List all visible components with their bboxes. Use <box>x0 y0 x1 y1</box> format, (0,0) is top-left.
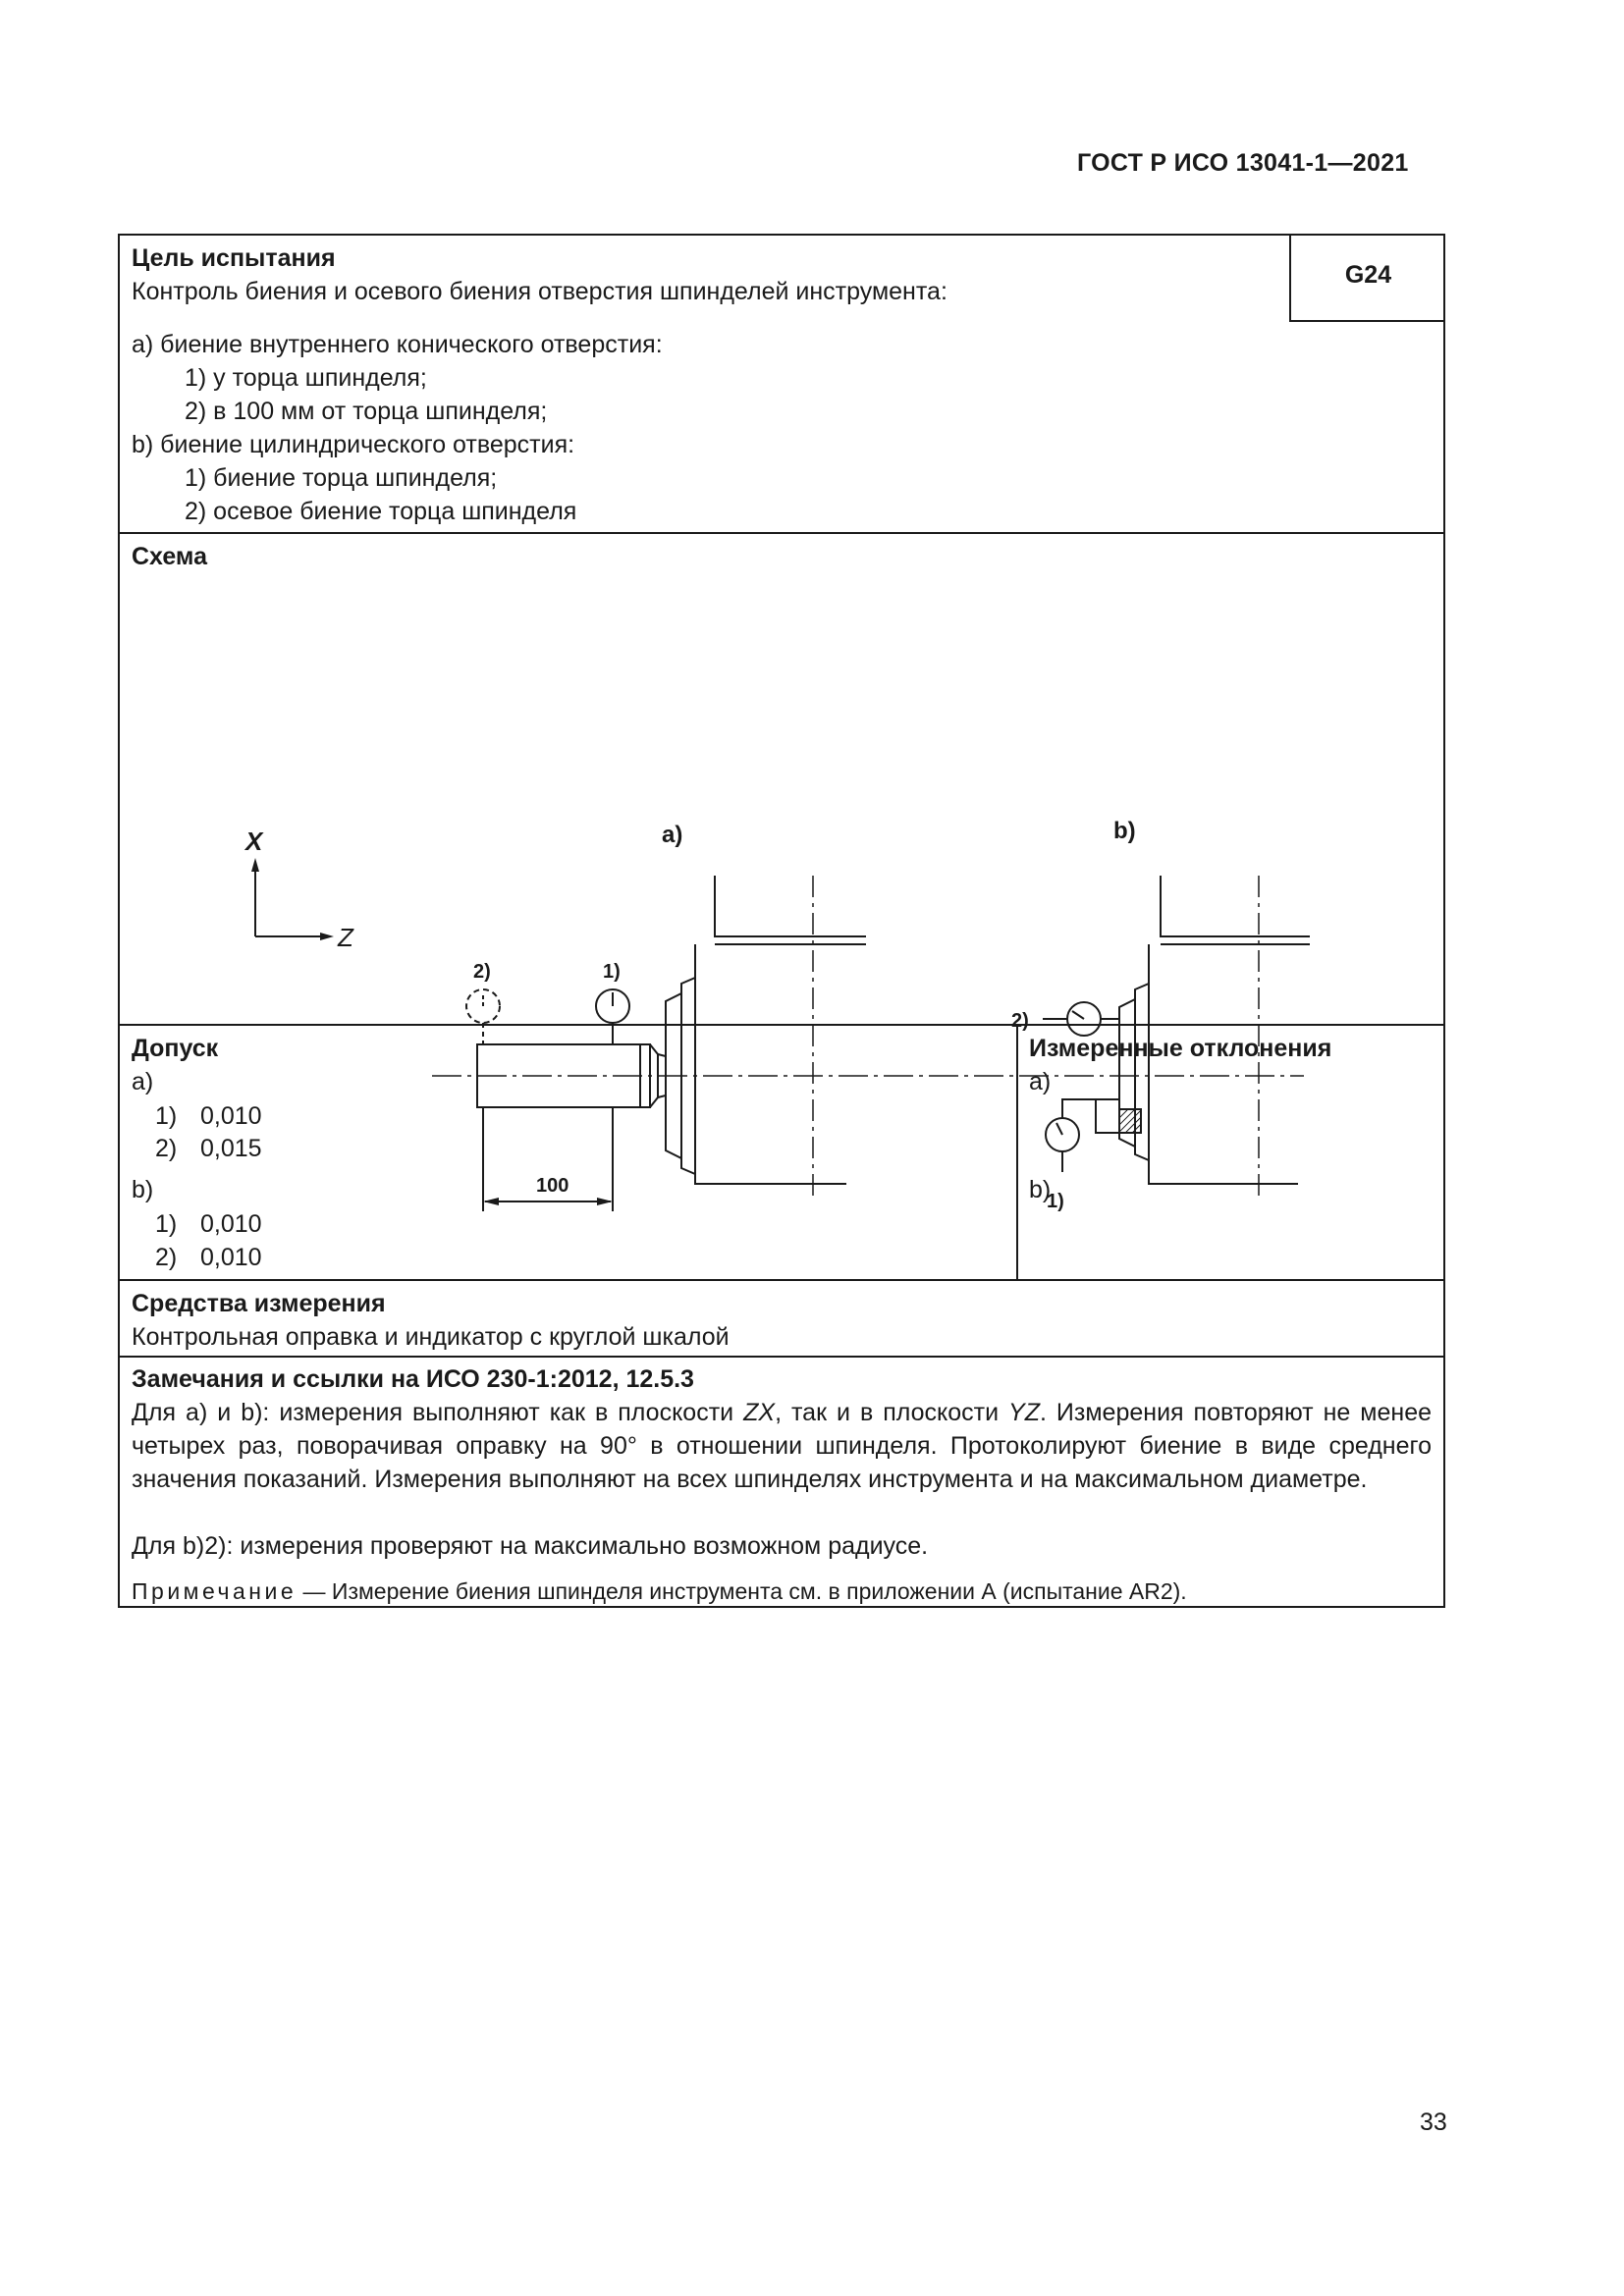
remarks-paragraph: Для a) и b): измерения выполняют как в плоскости ZX, так и в плоскости YZ. Измерения повторяют не менее четырех раз, поворачивая оправку на 90° в отношении шпинделя. Протоколируют биение в виде среднего значения показаний. Измерения выполняют на всех шпинделях инструмента и на максимальном диаметре. <box>132 1399 1432 1493</box>
tolerance-a-label: a) <box>132 1068 154 1095</box>
remarks-paragraph: Для b)2): измерения проверяют на максимально возможном радиусе. <box>132 1532 929 1560</box>
measured-title: Измеренные отклонения <box>1029 1035 1332 1062</box>
tolerance-value: 0,010 <box>200 1244 262 1271</box>
instruments-text: Контрольная оправка и индикатор с круглой шкалой <box>132 1323 730 1351</box>
test-code-box <box>1289 236 1445 322</box>
divider <box>120 1024 1443 1026</box>
indicator-label: 1) <box>1047 1191 1064 1212</box>
divider <box>120 1356 1443 1358</box>
indicator-label: 2) <box>473 961 491 983</box>
purpose-item: b) биение цилиндрического отверстия: <box>132 431 575 458</box>
purpose-item: a) биение внутреннего конического отверстия: <box>132 331 663 358</box>
arrow-left-icon <box>483 1198 499 1205</box>
diagram-a-label: a) <box>662 822 683 848</box>
remarks-note: Примечание — Измерение биения шпинделя инструмента см. в приложении А (испытание AR2). <box>132 1578 1187 1604</box>
test-code: G24 <box>1344 261 1392 289</box>
measured-a-label: a) <box>1029 1068 1052 1095</box>
tolerance-item-num: 2) <box>155 1244 178 1271</box>
diagram <box>120 534 1443 1256</box>
instruments-title: Средства измерения <box>132 1290 386 1317</box>
tolerance-value: 0,015 <box>200 1135 262 1162</box>
diagram-b-label: b) <box>1113 818 1136 844</box>
purpose-item: 2) осевое биение торца шпинделя <box>185 498 577 525</box>
axis-z-label: Z <box>338 923 353 952</box>
tolerance-item-num: 2) <box>155 1135 178 1162</box>
axis-x-label: X <box>245 827 263 856</box>
tolerance-value: 0,010 <box>200 1210 262 1238</box>
purpose-text: Контроль биения и осевого биения отверстия шпинделей инструмента: <box>132 278 947 305</box>
purpose-item: 2) в 100 мм от торца шпинделя; <box>185 398 548 425</box>
tolerance-item-num: 1) <box>155 1102 178 1130</box>
document-code: ГОСТ Р ИСО 13041-1—2021 <box>1077 149 1409 177</box>
arrow-right-icon <box>597 1198 613 1205</box>
test-card-table <box>118 234 1445 1608</box>
remarks-title: Замечания и ссылки на ИСО 230-1:2012, 12.5.3 <box>132 1365 694 1393</box>
measured-b-label: b) <box>1029 1176 1052 1203</box>
purpose-title: Цель испытания <box>132 244 336 272</box>
indicator-label: 1) <box>603 961 621 983</box>
arrow-up-icon <box>251 858 259 872</box>
column-divider <box>1016 1024 1018 1279</box>
diagram-title: Схема <box>132 543 207 570</box>
page-number: 33 <box>1420 2109 1447 2136</box>
tolerance-value: 0,010 <box>200 1102 262 1130</box>
divider <box>120 1279 1443 1281</box>
purpose-item: 1) у торца шпинделя; <box>185 364 427 392</box>
tolerance-title: Допуск <box>132 1035 219 1062</box>
purpose-item: 1) биение торца шпинделя; <box>185 464 498 492</box>
tolerance-b-label: b) <box>132 1176 154 1203</box>
indicator-label: 2) <box>1011 1010 1029 1032</box>
dimension-label: 100 <box>536 1175 569 1197</box>
arrow-right-icon <box>320 933 334 940</box>
tolerance-item-num: 1) <box>155 1210 178 1238</box>
